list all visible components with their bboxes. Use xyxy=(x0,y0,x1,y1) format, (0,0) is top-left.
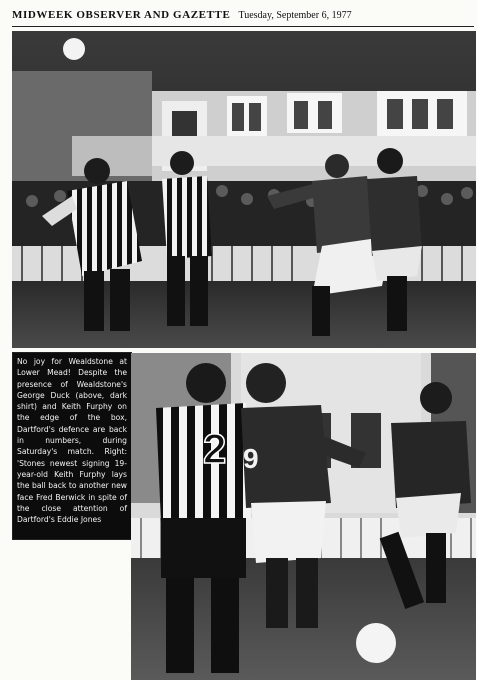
newspaper-header xyxy=(12,9,474,25)
match-photo-bottom-image xyxy=(131,353,476,680)
shirt-number-2: 2 xyxy=(203,425,227,472)
match-photo-top-image xyxy=(12,31,476,348)
shirt-number-9: 9 xyxy=(243,443,259,474)
match-photo-bottom xyxy=(131,353,476,680)
page-edge xyxy=(477,0,485,680)
match-photo-top xyxy=(12,31,476,348)
dateline: Tuesday, September 6, 1977 xyxy=(238,10,352,21)
caption-text: No joy for Wealdstone at Lower Mead! Despite the presence of Wealdstone's George Duck (above, dark shirt) and Keith Furphy on the edge of the box, Dartford's defence are back in numbers, during Saturday's match. Right: 'Stones newest signing 19-year-old Keith Furphy lays the ball back to another new face Fred Berwick in spite of the close attention of Dartford's Eddie Jones xyxy=(17,357,127,525)
header-rule xyxy=(12,26,474,27)
masthead: MIDWEEK OBSERVER AND GAZETTE xyxy=(12,9,231,21)
photo-caption xyxy=(12,352,132,540)
